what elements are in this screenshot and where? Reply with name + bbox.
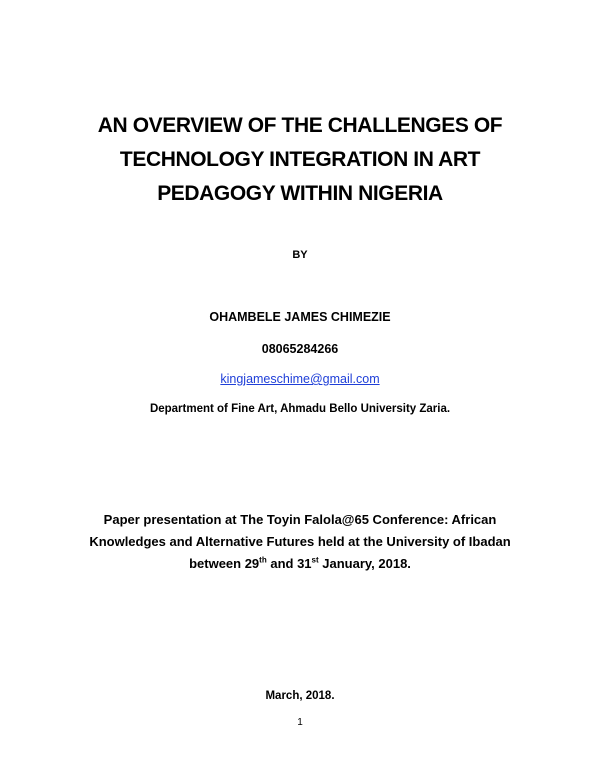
page-number: 1 (297, 717, 303, 728)
by-label: BY (292, 249, 308, 261)
author-email-link[interactable]: kingjameschime@gmail.com (220, 372, 380, 386)
author-name: OHAMBELE JAMES CHIMEZIE (209, 310, 391, 324)
conference-line-3 (0, 556, 600, 571)
conference-sup-1: th (259, 555, 267, 565)
author-department: Department of Fine Art, Ahmadu Bello University Zaria. (149, 403, 451, 415)
conference-line-3-part-1: between 29 (189, 556, 260, 571)
conference-line-1: Paper presentation at The Toyin Falola@65 Conference: African (103, 512, 497, 527)
conference-sup-2: st (311, 555, 319, 565)
conference-line-3-part-2: and 31 (266, 556, 312, 571)
author-phone: 08065284266 (261, 342, 339, 356)
presentation-date: March, 2018. (265, 690, 335, 702)
title-line-3: PEDAGOGY WITHIN NIGERIA (157, 182, 443, 205)
conference-line-2: Knowledges and Alternative Futures held at the University of Ibadan (89, 534, 511, 549)
conference-line-3-part-3: January, 2018. (318, 556, 411, 571)
title-line-2: TECHNOLOGY INTEGRATION IN ART (119, 148, 481, 171)
title-line-1: AN OVERVIEW OF THE CHALLENGES OF (97, 114, 503, 137)
